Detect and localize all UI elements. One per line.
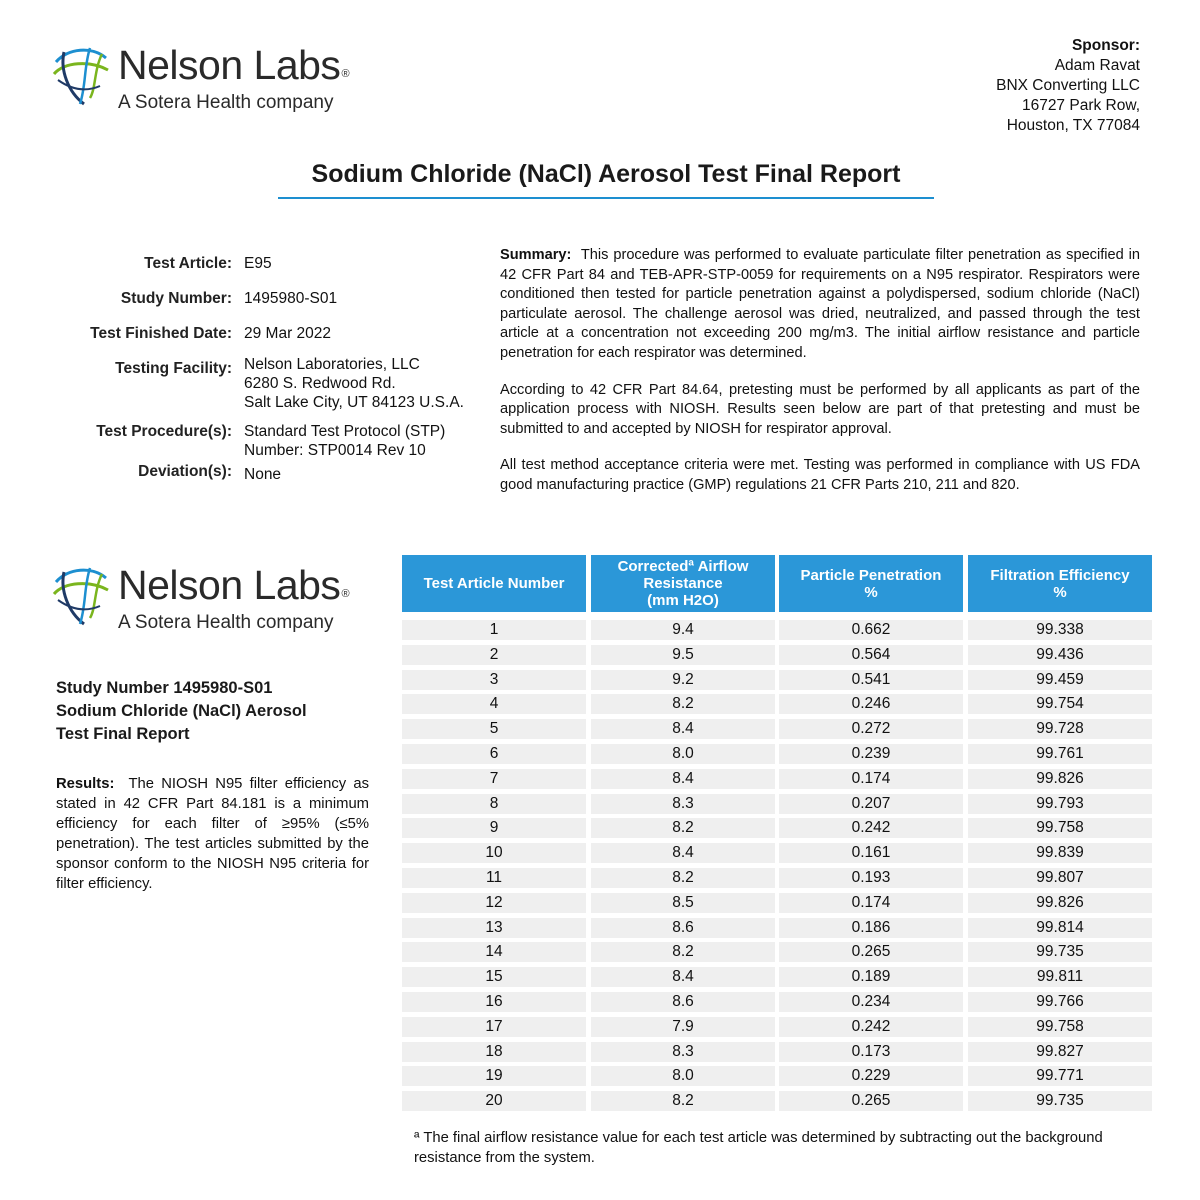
cell-airflow-resistance: 8.6 [591,992,775,1012]
summary-paragraph: According to 42 CFR Part 84.64, pretesting must be performed by all applicants as part of the application process with NIOSH. Results seen below are part of that pretesting and must be submitted to and accepted by NIOSH for respirator approval. [500,381,1140,437]
cell-airflow-resistance: 8.3 [591,1042,775,1062]
cell-filtration-efficiency: 99.761 [968,744,1152,764]
info-block [32,254,492,494]
cell-airflow-resistance: 8.2 [591,818,775,838]
cell-particle-penetration: 0.242 [779,818,963,838]
sponsor-line: BNX Converting LLC [996,77,1140,94]
cell-particle-penetration: 0.265 [779,942,963,962]
cell-airflow-resistance: 9.2 [591,670,775,690]
cell-test-article-number: 20 [402,1091,586,1111]
cell-test-article-number: 12 [402,893,586,913]
cell-test-article-number: 13 [402,918,586,938]
test-procedure-value: Standard Test Protocol (STP) Number: STP0014 Rev 10 [244,423,446,459]
cell-particle-penetration: 0.246 [779,694,963,714]
cell-filtration-efficiency: 99.758 [968,1017,1152,1037]
cell-particle-penetration: 0.173 [779,1042,963,1062]
cell-particle-penetration: 0.229 [779,1066,963,1086]
cell-particle-penetration: 0.174 [779,769,963,789]
results-text: The NIOSH N95 filter efficiency as stated in 42 CFR Part 84.181 is a minimum efficiency for each filter of ≥95% (≤5% penetration). The test articles submitted by the sponsor conform to the NIOSH N95 criteria for filter efficiency. [56,776,369,892]
cell-filtration-efficiency: 99.827 [968,1042,1152,1062]
deviations-label: Deviation(s): [138,463,232,480]
cell-test-article-number: 6 [402,744,586,764]
sponsor-block [996,36,1140,136]
cell-test-article-number: 11 [402,868,586,888]
deviations-value: None [244,466,282,483]
results-block [56,774,369,894]
cell-airflow-resistance: 8.4 [591,719,775,739]
finished-date-value: 29 Mar 2022 [244,325,332,342]
cell-filtration-efficiency: 99.793 [968,794,1152,814]
cell-filtration-efficiency: 99.436 [968,645,1152,665]
summary-paragraph: Summary: This procedure was performed to evaluate particulate filter penetration as specified in 42 CFR Part 84 and TEB-APR-STP-0059 for requirements on a N95 respirator. Respirators were conditioned then tested for particle penetration against a polydispersed, sodium chloride (NaCl) particulate aerosol. The challenge aerosol was dried, neutralized, and passed through the test article at a concentration not exceeding 200 mg/m3. The initial airflow resistance and particle penetration for each respirator was determined. [500,247,1140,361]
logo-name: Nelson Labs® [118,562,350,608]
cell-test-article-number: 10 [402,843,586,863]
cell-airflow-resistance: 8.0 [591,1066,775,1086]
title-underline [278,197,934,199]
cell-particle-penetration: 0.161 [779,843,963,863]
cell-airflow-resistance: 7.9 [591,1017,775,1037]
summary-label: Summary: [500,247,572,263]
cell-test-article-number: 18 [402,1042,586,1062]
cell-airflow-resistance: 8.6 [591,918,775,938]
sponsor-line: Adam Ravat [1054,57,1140,74]
cell-particle-penetration: 0.272 [779,719,963,739]
test-article-value: E95 [244,255,272,272]
cell-test-article-number: 8 [402,794,586,814]
study-number-label: Study Number: [120,290,232,307]
cell-filtration-efficiency: 99.766 [968,992,1152,1012]
study-heading: Study Number 1495980-S01 Sodium Chloride (NaCl) Aerosol Test Final Report [56,679,307,743]
header-particle-penetration: Particle Penetration % [779,555,963,612]
cell-particle-penetration: 0.564 [779,645,963,665]
cell-filtration-efficiency: 99.771 [968,1066,1152,1086]
study-number-value: 1495980-S01 [244,290,338,307]
cell-filtration-efficiency: 99.735 [968,1091,1152,1111]
cell-filtration-efficiency: 99.758 [968,818,1152,838]
cell-test-article-number: 16 [402,992,586,1012]
cell-filtration-efficiency: 99.814 [968,918,1152,938]
cell-test-article-number: 3 [402,670,586,690]
test-procedure-label: Test Procedure(s): [96,423,232,440]
nelson-labs-logo [50,40,380,120]
cell-filtration-efficiency: 99.459 [968,670,1152,690]
nelson-labs-globe-icon [50,40,112,110]
cell-filtration-efficiency: 99.839 [968,843,1152,863]
header-test-article-number: Test Article Number [402,555,586,612]
cell-test-article-number: 5 [402,719,586,739]
header-airflow-resistance: Correctedª Airflow Resistance (mm H2O) [591,555,775,612]
cell-filtration-efficiency: 99.735 [968,942,1152,962]
test-article-label: Test Article: [144,255,232,272]
cell-test-article-number: 15 [402,967,586,987]
logo-tagline: A Sotera Health company [118,92,334,113]
cell-particle-penetration: 0.265 [779,1091,963,1111]
testing-facility-value: Nelson Laboratories, LLC 6280 S. Redwood Rd. Salt Lake City, UT 84123 U.S.A. [244,356,464,411]
cell-test-article-number: 9 [402,818,586,838]
sponsor-label: Sponsor: [1071,37,1140,54]
cell-filtration-efficiency: 99.728 [968,719,1152,739]
cell-test-article-number: 2 [402,645,586,665]
cell-filtration-efficiency: 99.807 [968,868,1152,888]
cell-particle-penetration: 0.207 [779,794,963,814]
report-title: Sodium Chloride (NaCl) Aerosol Test Final Report [311,160,901,188]
cell-airflow-resistance: 8.4 [591,967,775,987]
header-filtration-efficiency: Filtration Efficiency % [968,555,1152,612]
cell-particle-penetration: 0.541 [779,670,963,690]
finished-date-label: Test Finished Date: [90,325,232,342]
cell-airflow-resistance: 8.2 [591,942,775,962]
cell-filtration-efficiency: 99.811 [968,967,1152,987]
cell-filtration-efficiency: 99.338 [968,620,1152,640]
cell-airflow-resistance: 8.2 [591,1091,775,1111]
cell-airflow-resistance: 8.2 [591,694,775,714]
cell-filtration-efficiency: 99.826 [968,893,1152,913]
cell-test-article-number: 4 [402,694,586,714]
cell-particle-penetration: 0.189 [779,967,963,987]
cell-test-article-number: 14 [402,942,586,962]
cell-particle-penetration: 0.234 [779,992,963,1012]
testing-facility-label: Testing Facility: [115,360,232,377]
cell-filtration-efficiency: 99.754 [968,694,1152,714]
cell-airflow-resistance: 8.5 [591,893,775,913]
cell-airflow-resistance: 8.3 [591,794,775,814]
cell-particle-penetration: 0.662 [779,620,963,640]
cell-airflow-resistance: 9.4 [591,620,775,640]
summary-paragraph: All test method acceptance criteria were met. Testing was performed in compliance with US FDA good manufacturing practice (GMP) regulations 21 CFR Parts 210, 211 and 820. [500,457,1140,493]
logo-name: Nelson Labs® [118,42,350,88]
summary-block [500,246,1140,513]
cell-test-article-number: 7 [402,769,586,789]
cell-airflow-resistance: 8.4 [591,843,775,863]
cell-airflow-resistance: 9.5 [591,645,775,665]
logo-tagline: A Sotera Health company [118,612,334,633]
cell-particle-penetration: 0.186 [779,918,963,938]
sponsor-line: Houston, TX 77084 [1006,117,1140,134]
nelson-labs-logo [50,560,380,640]
cell-test-article-number: 19 [402,1066,586,1086]
nelson-labs-globe-icon [50,560,112,630]
cell-airflow-resistance: 8.4 [591,769,775,789]
cell-particle-penetration: 0.242 [779,1017,963,1037]
table-footnote: ª The final airflow resistance value for each test article was determined by subtracting out the background resistance from the system. [414,1130,1103,1166]
cell-particle-penetration: 0.193 [779,868,963,888]
cell-particle-penetration: 0.239 [779,744,963,764]
cell-particle-penetration: 0.174 [779,893,963,913]
cell-test-article-number: 1 [402,620,586,640]
results-label: Results: [56,776,115,792]
sponsor-line: 16727 Park Row, [1021,97,1140,114]
cell-test-article-number: 17 [402,1017,586,1037]
cell-filtration-efficiency: 99.826 [968,769,1152,789]
cell-airflow-resistance: 8.2 [591,868,775,888]
cell-airflow-resistance: 8.0 [591,744,775,764]
